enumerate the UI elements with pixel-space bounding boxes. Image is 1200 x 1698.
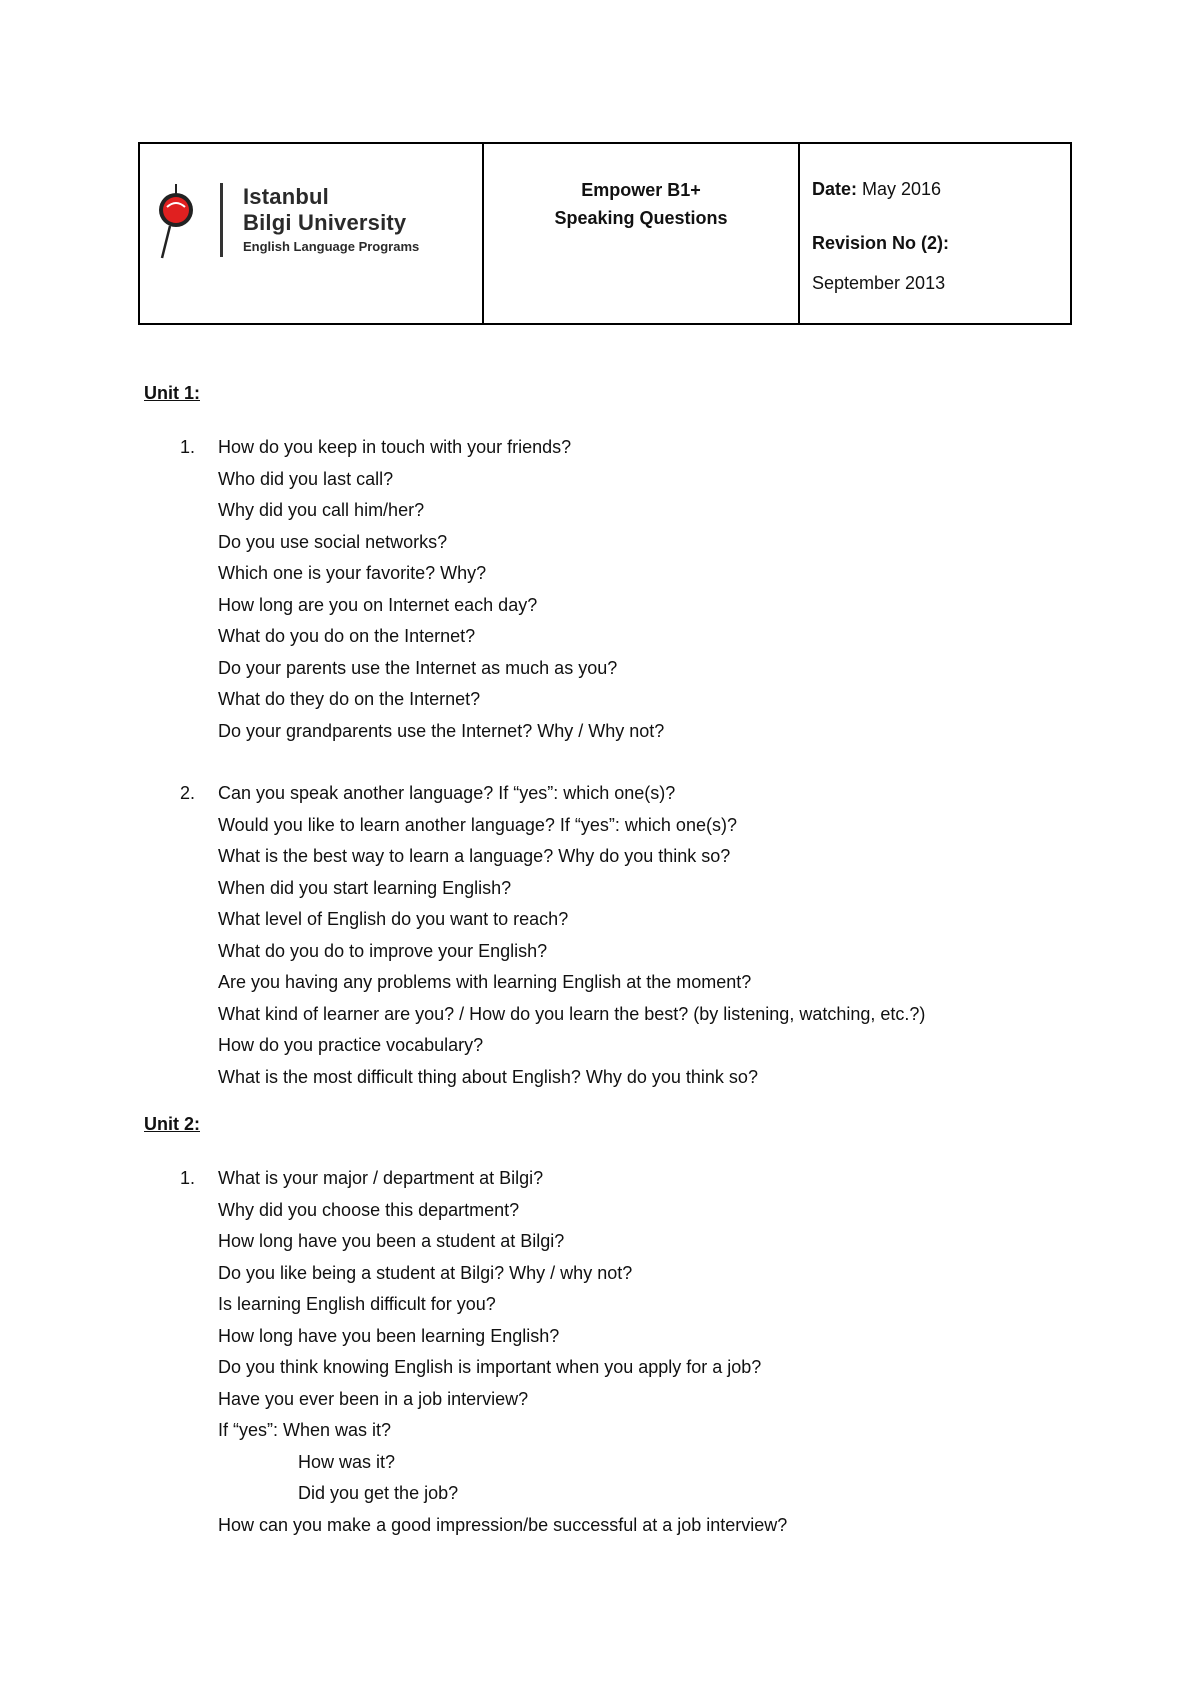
- revision-row: [812, 230, 1070, 256]
- group-spacer: [144, 747, 1074, 778]
- logo-divider: [220, 183, 223, 257]
- question-line: If “yes”: When was it?: [218, 1420, 392, 1440]
- question-line: Do your parents use the Internet as much as you?: [218, 657, 618, 678]
- question-line: Have you ever been in a job interview?: [218, 1388, 529, 1409]
- header-title-cell: [484, 144, 800, 323]
- question-line: Can you speak another language? If “yes”: which one(s)?: [218, 783, 676, 803]
- question-line: How was it?: [298, 1451, 396, 1472]
- question-line: When did you start learning English?: [218, 877, 512, 898]
- question-number: 1.: [180, 1168, 196, 1188]
- question-line: How can you make a good impression/be successful at a job interview?: [218, 1514, 788, 1535]
- question-line: How do you practice vocabulary?: [218, 1035, 484, 1055]
- question-group: [144, 1163, 1074, 1541]
- question-line: How do you keep in touch with your friends?: [218, 437, 572, 457]
- logo-text: [243, 184, 419, 256]
- date-label: Date:: [812, 179, 858, 199]
- logo-line-programs: English Language Programs: [243, 239, 420, 254]
- question-line: How long have you been a student at Bilgi?: [218, 1231, 565, 1251]
- header-meta-cell: [800, 144, 1070, 323]
- unit-heading: Unit 1:: [144, 383, 200, 403]
- question-line: What is the most difficult thing about English? Why do you think so?: [218, 1066, 758, 1087]
- university-logo: [154, 180, 419, 260]
- question-line: Did you get the job?: [298, 1483, 459, 1503]
- question-line: How long have you been learning English?: [218, 1325, 560, 1346]
- question-line: Do you use social networks?: [218, 531, 448, 552]
- date-row: [812, 176, 1070, 202]
- question-line: What do you do on the Internet?: [218, 626, 476, 646]
- question-line: How long are you on Internet each day?: [218, 594, 538, 615]
- question-line: Which one is your favorite? Why?: [218, 563, 487, 583]
- document-subtitle: Speaking Questions: [554, 208, 728, 228]
- question-line: Are you having any problems with learning English at the moment?: [218, 972, 752, 992]
- bilgi-logo-icon: [154, 180, 198, 260]
- question-group: [144, 432, 1074, 747]
- header-table: [138, 142, 1072, 325]
- logo-line-university: Bilgi University: [243, 210, 407, 235]
- question-line: Do you think knowing English is important when you apply for a job?: [218, 1357, 762, 1377]
- question-line: What is your major / department at Bilgi?: [218, 1168, 544, 1188]
- question-line: What do you do to improve your English?: [218, 940, 548, 961]
- question-line: Is learning English difficult for you?: [218, 1294, 496, 1314]
- revision-label: Revision No (2):: [812, 233, 950, 253]
- question-number: 1.: [180, 437, 196, 457]
- question-list: [144, 432, 1074, 1093]
- logo-line-istanbul: Istanbul: [243, 184, 329, 209]
- header-logo-cell: [140, 144, 484, 323]
- question-line: Would you like to learn another language? If “yes”: which one(s)?: [218, 814, 737, 835]
- question-group: [144, 778, 1074, 1093]
- unit-heading: Unit 2:: [144, 1114, 200, 1134]
- revision-value: September 2013: [812, 273, 946, 293]
- questions-content: [144, 380, 1074, 1541]
- question-list: [144, 1163, 1074, 1541]
- question-line: What is the best way to learn a language? Why do you think so?: [218, 846, 731, 866]
- question-line: What level of English do you want to reach?: [218, 909, 569, 929]
- question-number: 2.: [180, 783, 196, 803]
- question-line: What do they do on the Internet?: [218, 689, 481, 709]
- question-line: Do your grandparents use the Internet? Why / Why not?: [218, 720, 665, 741]
- question-line: Why did you call him/her?: [218, 500, 425, 520]
- question-line: Do you like being a student at Bilgi? Why / why not?: [218, 1262, 633, 1283]
- unit-spacer: [144, 1093, 1074, 1111]
- question-line: What kind of learner are you? / How do you learn the best? (by listening, watching, etc.?): [218, 1003, 926, 1024]
- document-title: Empower B1+: [581, 180, 701, 200]
- question-line: Why did you choose this department?: [218, 1199, 520, 1220]
- date-value: May 2016: [857, 179, 942, 199]
- question-line: Who did you last call?: [218, 468, 394, 489]
